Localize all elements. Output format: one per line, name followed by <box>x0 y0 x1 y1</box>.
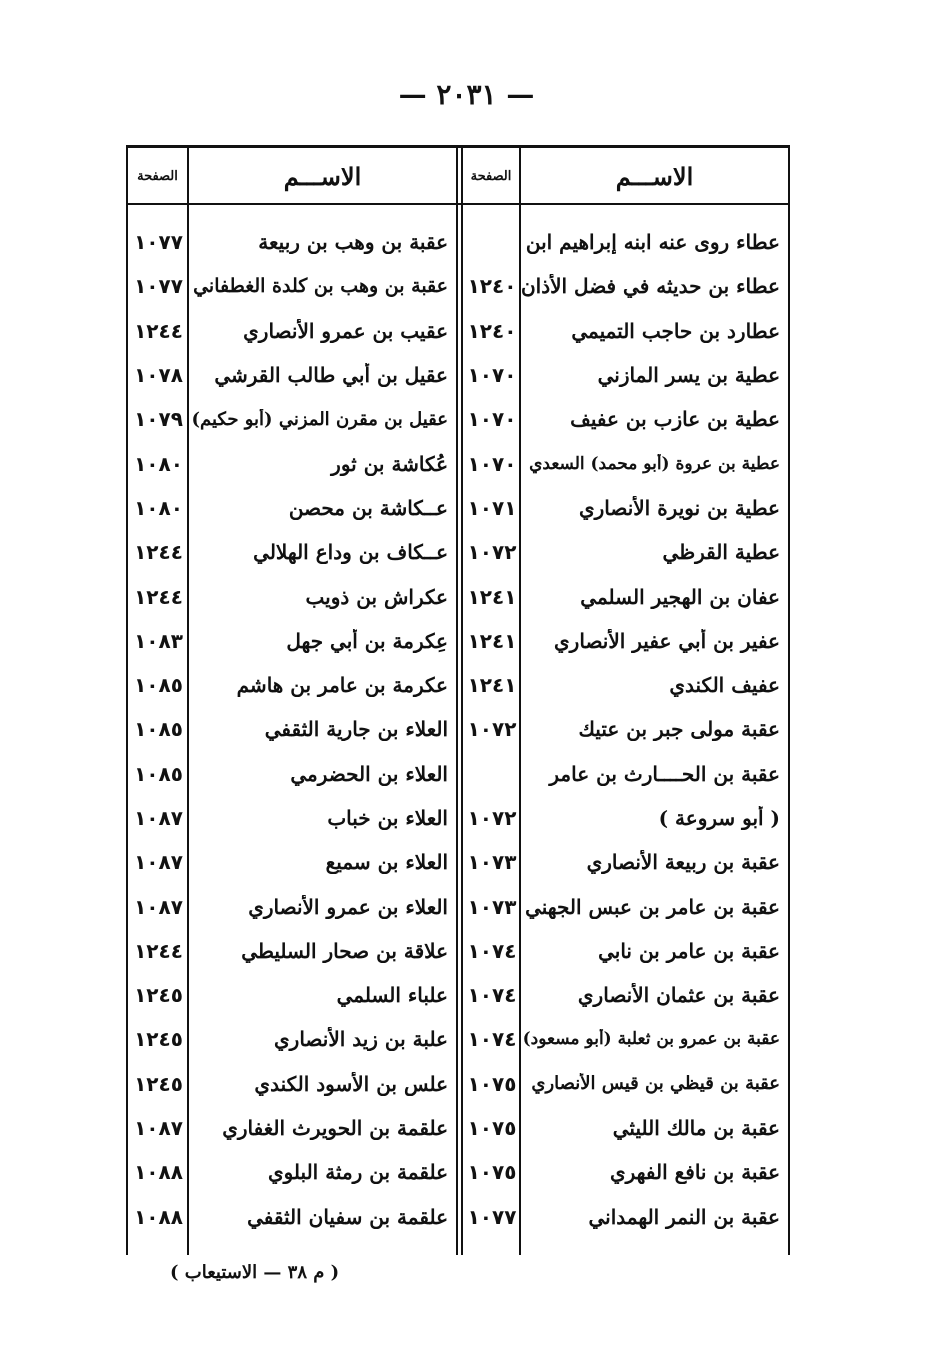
entry-name: عــكاشة بن محصن <box>288 495 448 520</box>
entry-name: عقبة مولى جبر بن عتيك <box>578 717 780 742</box>
outer-right-rule <box>788 145 790 1255</box>
entry-page-number: ١٢٤٠ <box>467 318 517 343</box>
entry-name: عقبة بن ربيعة الأنصاري <box>586 850 780 875</box>
entry-name: علقمة بن الحويرث الغفاري <box>222 1116 448 1141</box>
entry-page-number: ١٠٨٧ <box>134 850 183 875</box>
entry-page-number: ١٠٧٠ <box>467 407 517 432</box>
index-entry <box>463 707 788 751</box>
entry-name: عــكاف بن وداع الهلالي <box>253 540 448 565</box>
entry-name: عقبة بن وهب بن كلدة الغطفاني <box>193 275 448 298</box>
index-entry <box>463 530 788 574</box>
entry-page-number: ١٢٤٤ <box>134 938 183 963</box>
entry-page-number: ١٠٧٥ <box>467 1160 517 1185</box>
index-entry <box>463 929 788 973</box>
entry-name: ( أبو سروعة ) <box>658 806 780 830</box>
entry-page-number: ١٠٨٠ <box>134 495 183 520</box>
index-entry <box>128 486 456 530</box>
entry-page-number: ١٠٧٧ <box>134 230 183 255</box>
entry-page-number: ١٢٤١ <box>467 673 517 698</box>
entry-page-number: ١٠٧٩ <box>134 407 183 432</box>
index-entry <box>463 1150 788 1194</box>
index-entry <box>463 486 788 530</box>
index-entry <box>128 973 456 1017</box>
index-entry <box>128 929 456 973</box>
index-entry <box>463 752 788 796</box>
entry-page-number: ١٢٤٠ <box>467 274 517 299</box>
entry-name: علباء السلمي <box>336 983 448 1008</box>
left-index-column <box>128 220 456 1239</box>
entry-name: عطية بن عازب بن عفيف <box>570 407 780 432</box>
entry-page-number: ١٠٨٠ <box>134 451 183 476</box>
entry-name: عقبة بن عثمان الأنصاري <box>577 983 780 1008</box>
entry-name: علبة بن زيد الأنصاري <box>274 1027 448 1052</box>
entry-name: عفيف الكندي <box>669 673 780 698</box>
entry-name: عقيل بن أبي طالب القرشي <box>214 363 448 388</box>
index-entry <box>128 1017 456 1061</box>
entry-name: عقبة بن وهب بن ربيعة <box>258 230 448 255</box>
entry-name: عطاء روى عنه ابنه إبراهيم ابن <box>525 230 780 255</box>
index-entry <box>463 1106 788 1150</box>
entry-page-number: ١٢٤١ <box>467 584 517 609</box>
entry-page-number: ١٠٧٤ <box>467 938 517 963</box>
entry-name: عِكرمة بن أبي جهل <box>286 628 448 653</box>
left-page-header: الصفحة <box>137 168 178 184</box>
entry-page-number: ١٠٧٠ <box>467 363 517 388</box>
entry-name: علس بن الأسود الكندي <box>254 1071 448 1096</box>
entry-page-number: ١٢٤٤ <box>134 540 183 565</box>
entry-name: عقيب بن عمرو الأنصاري <box>243 318 448 343</box>
entry-page-number: ١٢٤٥ <box>134 983 183 1008</box>
index-entry <box>463 574 788 618</box>
entry-page-number: ١٠٨٧ <box>134 894 183 919</box>
entry-page-number: ١٢٤٥ <box>134 1027 183 1052</box>
index-entry <box>128 796 456 840</box>
entry-name: العلاء بن جارية الثقفي <box>264 717 448 742</box>
index-entry <box>463 840 788 884</box>
entry-name: عقبة بن عامر بن نابي <box>598 938 780 963</box>
index-entry <box>128 1062 456 1106</box>
entry-name: العلاء بن خباب <box>327 806 448 830</box>
entry-page-number: ١٠٨٣ <box>134 628 183 653</box>
index-entry <box>463 973 788 1017</box>
entry-name: عقبة بن النمر الهمداني <box>588 1204 780 1229</box>
entry-page-number: ١٠٧٧ <box>134 274 183 299</box>
entry-page-number: ١٠٨٥ <box>134 717 183 742</box>
index-entry <box>463 663 788 707</box>
index-entry <box>128 663 456 707</box>
index-entry <box>128 707 456 751</box>
left-name-header: الاســـم <box>283 161 362 191</box>
entry-name: عقبة بن الحــــارث بن عامر <box>549 761 780 786</box>
entry-name: عفير بن أبي عفير الأنصاري <box>554 628 780 653</box>
entry-page-number: ١٠٧٢ <box>467 540 517 565</box>
entry-page-number: ١٠٨٨ <box>134 1204 183 1229</box>
entry-name: عقبة بن قيظي بن قيس الأنصاري <box>531 1073 780 1095</box>
entry-name: عُكاشة بن ثور <box>331 451 448 476</box>
index-entry <box>128 441 456 485</box>
page-number: — ٢٠٣١ — <box>398 78 535 111</box>
index-entry <box>128 1195 456 1239</box>
index-entry <box>128 619 456 663</box>
right-index-column <box>463 220 788 1239</box>
index-entry <box>128 1150 456 1194</box>
entry-page-number: ١٠٧٣ <box>467 850 517 875</box>
index-entry <box>128 884 456 928</box>
entry-page-number: ١٠٨٧ <box>134 1116 183 1141</box>
entry-name: عكرمة بن عامر بن هاشم <box>236 673 448 698</box>
entry-page-number: ١٠٧٤ <box>467 983 517 1008</box>
entry-name: عطاء بن حديثه في فضل الأذان <box>521 274 780 299</box>
entry-page-number: ١٠٧٣ <box>467 894 517 919</box>
entry-page-number: ١٠٧٨ <box>134 363 183 388</box>
index-entry <box>128 1106 456 1150</box>
entry-name: العلاء بن الحضرمي <box>290 761 448 786</box>
footer-signature: ( م ٣٨ — الاستيعاب ) <box>170 1262 340 1283</box>
index-entry <box>463 619 788 663</box>
index-entry <box>463 1062 788 1106</box>
entry-page-number: ١٠٧٤ <box>467 1027 517 1052</box>
right-page-header: الصفحة <box>470 168 512 184</box>
entry-page-number: ١٢٤٤ <box>134 584 183 609</box>
entry-page-number: ١٢٤١ <box>467 628 517 653</box>
entry-page-number: ١٠٨٧ <box>134 806 183 830</box>
index-entry <box>463 884 788 928</box>
center-double-rule-a <box>456 145 458 1255</box>
entry-name: عطارد بن حاجب التميمي <box>571 318 780 343</box>
entry-name: عطية بن عروة (أبو محمد) السعدي <box>529 453 780 474</box>
entry-name: العلاء بن سميع <box>325 850 448 875</box>
entry-name: عطية بن يسر المازني <box>597 363 780 388</box>
right-name-header: الاســـم <box>615 161 694 191</box>
index-entry <box>463 1017 788 1061</box>
entry-name: علقمة بن سفيان الثقفي <box>247 1204 448 1229</box>
header-bottom-rule <box>126 203 790 205</box>
index-entry <box>463 441 788 485</box>
entry-name: العلاء بن عمرو الأنصاري <box>248 894 448 919</box>
entry-name: عقبة بن مالك الليثي <box>612 1116 780 1141</box>
table-top-rule <box>126 145 790 148</box>
index-entry <box>463 220 788 264</box>
entry-page-number: ١٠٨٨ <box>134 1160 183 1185</box>
index-entry <box>128 309 456 353</box>
index-entry <box>463 397 788 441</box>
index-entry <box>463 796 788 840</box>
entry-name: علقمة بن رمثة البلوي <box>267 1160 448 1185</box>
index-entry <box>463 309 788 353</box>
entry-name: عكراش بن ذويب <box>305 584 448 609</box>
entry-page-number: ١٠٧٥ <box>467 1116 517 1141</box>
index-entry <box>128 752 456 796</box>
entry-name: عقبة بن عامر بن عبس الجهني <box>525 894 780 919</box>
index-entry <box>463 1195 788 1239</box>
entry-page-number: ١٠٧٠ <box>467 451 517 476</box>
index-entry <box>128 264 456 308</box>
entry-page-number: ١٠٧١ <box>467 495 517 520</box>
entry-page-number: ١٠٧٧ <box>467 1204 517 1229</box>
entry-name: عقبة بن نافع الفهري <box>609 1160 780 1185</box>
entry-page-number: ١٢٤٥ <box>134 1071 183 1096</box>
entry-name: عطية بن نويرة الأنصاري <box>578 495 780 520</box>
index-entry <box>128 840 456 884</box>
entry-name: عقبة بن عمرو بن ثعلبة (أبو مسعود) <box>522 1029 780 1050</box>
index-entry <box>463 264 788 308</box>
index-entry <box>128 530 456 574</box>
entry-page-number: ١٠٧٥ <box>467 1071 517 1096</box>
entry-page-number: ١٢٤٤ <box>134 318 183 343</box>
index-entry <box>128 220 456 264</box>
index-entry <box>128 397 456 441</box>
entry-name: عقيل بن مقرن المزني (أبو حكيم) <box>191 408 448 430</box>
entry-page-number: ١٠٧٢ <box>467 717 517 742</box>
entry-name: عطية القرظي <box>662 540 780 565</box>
entry-page-number: ١٠٧٢ <box>467 806 517 830</box>
entry-name: علاقة بن صحار السليطي <box>241 938 448 963</box>
index-entry <box>463 353 788 397</box>
entry-name: عفان بن الهجير السلمي <box>580 584 780 609</box>
entry-page-number: ١٠٨٥ <box>134 673 183 698</box>
entry-page-number: ١٠٨٥ <box>134 761 183 786</box>
index-entry <box>128 353 456 397</box>
index-entry <box>128 574 456 618</box>
